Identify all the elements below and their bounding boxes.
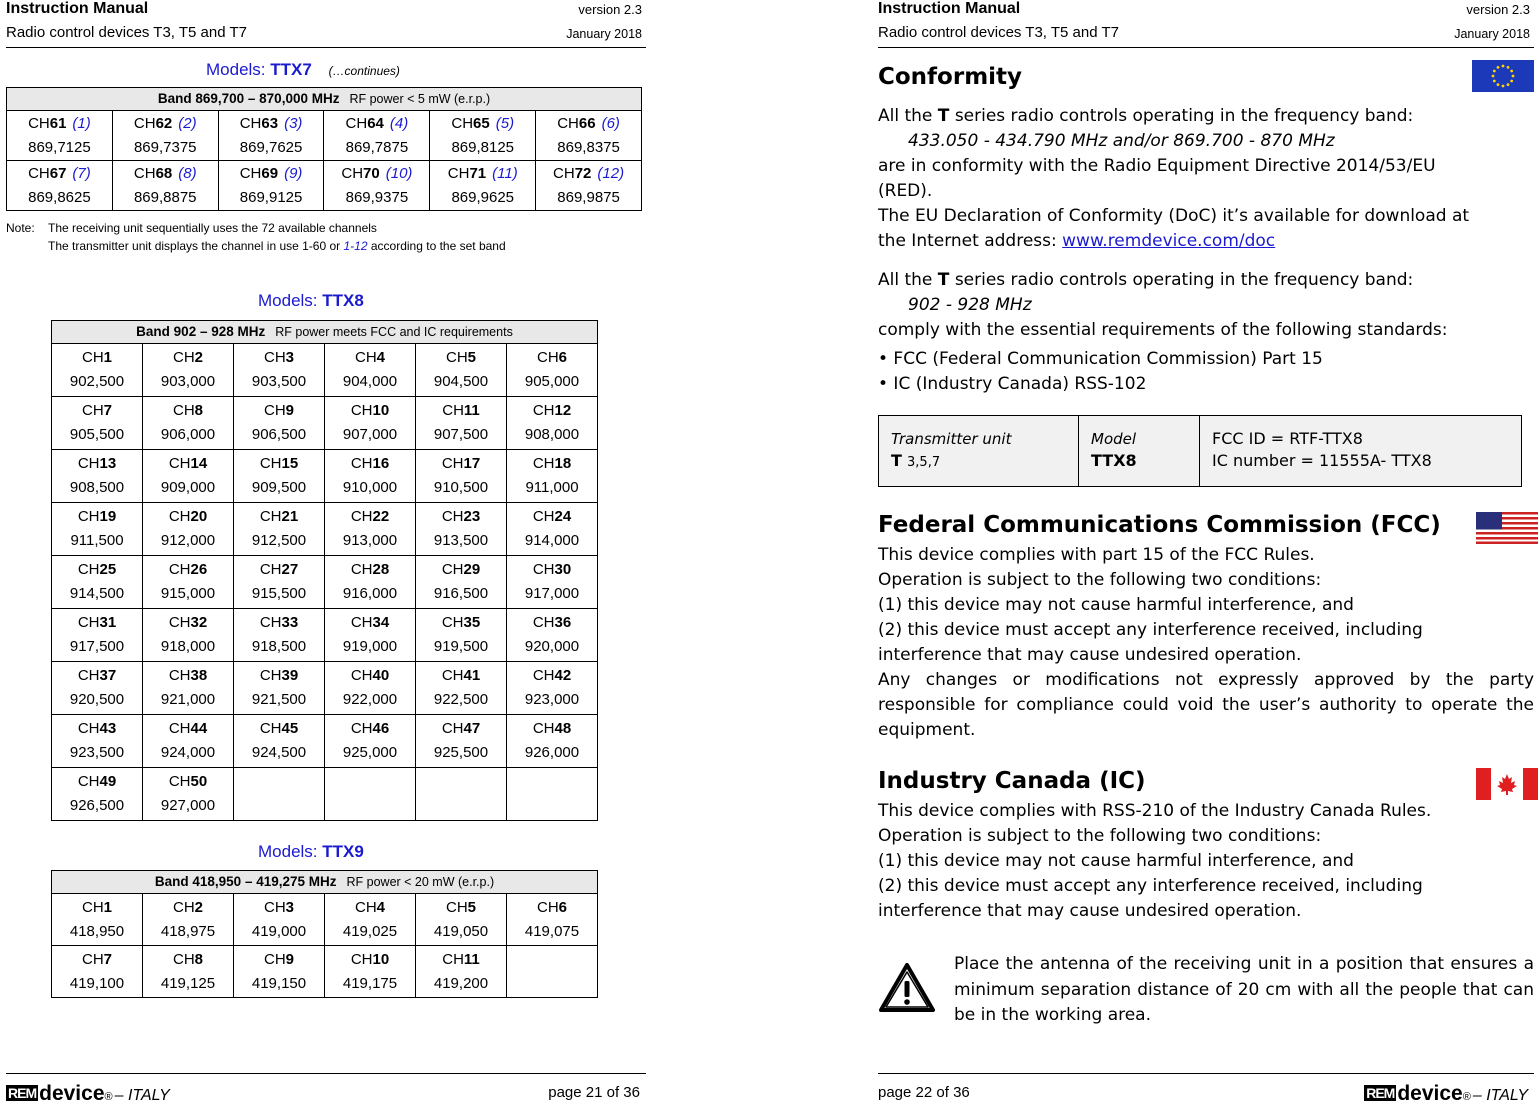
channel-cell: CH11 907,500 bbox=[416, 397, 507, 450]
channel-cell: CH66 (6) 869,8375 bbox=[536, 111, 642, 161]
channel-cell: CH14 909,000 bbox=[143, 450, 234, 503]
eu-star bbox=[1512, 75, 1515, 78]
eu-star bbox=[1510, 80, 1513, 83]
channel-cell: CH43 923,500 bbox=[52, 715, 143, 768]
table-row bbox=[7, 111, 642, 161]
channel-cell: CH39 921,500 bbox=[234, 662, 325, 715]
channel-cell: CH38 921,000 bbox=[143, 662, 234, 715]
channel-cell: CH2 903,000 bbox=[143, 344, 234, 397]
channel-cell: CH2 418,975 bbox=[143, 894, 234, 946]
table-row bbox=[52, 662, 598, 715]
channel-cell: CH12 908,000 bbox=[507, 397, 598, 450]
channel-cell: CH19 911,500 bbox=[52, 503, 143, 556]
channel-cell: CH6 419,075 bbox=[507, 894, 598, 946]
channel-cell: CH21 912,500 bbox=[234, 503, 325, 556]
channel-cell: CH30 917,000 bbox=[507, 556, 598, 609]
standard-item: • IC (Industry Canada) RSS-102 bbox=[878, 374, 1147, 394]
channel-cell: CH36 920,000 bbox=[507, 609, 598, 662]
channel-cell: CH15 909,500 bbox=[234, 450, 325, 503]
channel-cell bbox=[325, 768, 416, 821]
manual-title: Instruction Manual bbox=[6, 0, 149, 17]
channel-cell: CH10 419,175 bbox=[325, 946, 416, 998]
channel-cell: CH29 916,500 bbox=[416, 556, 507, 609]
channel-cell: CH4 904,000 bbox=[325, 344, 416, 397]
channel-cell: CH70 (10) 869,9375 bbox=[324, 161, 430, 211]
right-page bbox=[878, 0, 1534, 1109]
channel-cell: CH6 905,000 bbox=[507, 344, 598, 397]
channel-cell: CH17 910,500 bbox=[416, 450, 507, 503]
table-row bbox=[52, 946, 598, 998]
channel-cell: CH41 922,500 bbox=[416, 662, 507, 715]
standards-list bbox=[878, 347, 1534, 397]
channel-cell: CH22 913,000 bbox=[325, 503, 416, 556]
model-cell: Model TTX8 bbox=[1079, 416, 1200, 487]
channel-cell: CH1 418,950 bbox=[52, 894, 143, 946]
table-row bbox=[52, 344, 598, 397]
fcc-line: (1) this device may not cause harmful interference, and bbox=[878, 595, 1354, 615]
channel-cell: CH26 915,000 bbox=[143, 556, 234, 609]
table-row bbox=[52, 556, 598, 609]
channel-cell: CH23 913,500 bbox=[416, 503, 507, 556]
date: January 2018 bbox=[1454, 27, 1530, 41]
fcc-line: interference that may cause undesired operation. bbox=[878, 645, 1302, 665]
version: version 2.3 bbox=[578, 2, 642, 17]
channel-cell: CH69 (9) 869,9125 bbox=[218, 161, 324, 211]
eu-star bbox=[1493, 70, 1496, 73]
channel-cell: CH7 419,100 bbox=[52, 946, 143, 998]
channel-cell: CH25 914,500 bbox=[52, 556, 143, 609]
eu-flag-icon bbox=[1472, 60, 1534, 92]
channel-cell: CH50 927,000 bbox=[143, 768, 234, 821]
conformity-heading: Conformity bbox=[878, 64, 1023, 90]
channel-cell: CH34 919,000 bbox=[325, 609, 416, 662]
manual-subtitle: Radio control devices T3, T5 and T7 bbox=[878, 24, 1119, 41]
right-page-header bbox=[878, 0, 1534, 48]
canada-flag-icon bbox=[1476, 768, 1538, 800]
channel-cell: CH45 924,500 bbox=[234, 715, 325, 768]
ttx7-channel-table bbox=[6, 87, 642, 211]
left-page bbox=[6, 0, 646, 1109]
fcc-line: This device complies with part 15 of the FCC Rules. bbox=[878, 545, 1315, 565]
conformity-paragraph-1: All the T series radio controls operating in the frequency band: 433.050 - 434.790 MHz and/or 869.700 - 870 MHz are in conformity with the Radio Equipment Directive 2014/53/EU (RED). The EU Declaration of Conformity (DoC) it’s available for download at the Internet address: www.remdevice.com/doc bbox=[878, 106, 1470, 251]
channel-cell: CH32 918,000 bbox=[143, 609, 234, 662]
channel-cell: CH68 (8) 869,8875 bbox=[112, 161, 218, 211]
fcc-line: Operation is subject to the following two conditions: bbox=[878, 570, 1322, 590]
channel-note: Note: The receiving unit sequentially uses the 72 available channels The transmitter unit displays the channel in use 1-60 or 1-12 according to the set band bbox=[6, 221, 506, 253]
left-page-header bbox=[6, 0, 646, 48]
channel-cell: CH47 925,500 bbox=[416, 715, 507, 768]
channel-cell: CH8 906,000 bbox=[143, 397, 234, 450]
transmitter-unit-cell: Transmitter unit T 3,5,7 bbox=[879, 416, 1079, 487]
ttx9-models-title: Models: TTX9 bbox=[258, 842, 364, 861]
eu-star bbox=[1497, 66, 1500, 69]
date: January 2018 bbox=[566, 27, 642, 41]
fcc-line: (2) this device must accept any interference received, including bbox=[878, 620, 1423, 640]
manual-subtitle: Radio control devices T3, T5 and T7 bbox=[6, 24, 247, 41]
ic-line: (2) this device must accept any interference received, including bbox=[878, 876, 1423, 896]
eu-star bbox=[1507, 66, 1510, 69]
standard-item: • FCC (Federal Communication Commission) Part 15 bbox=[878, 349, 1323, 369]
channel-cell: CH27 915,500 bbox=[234, 556, 325, 609]
fcc-changes-paragraph: Any changes or modifications not expressly approved by the party responsible for compliance could void the user’s authority to operate the equipment. bbox=[878, 670, 1534, 740]
channel-cell bbox=[416, 768, 507, 821]
channel-cell: CH72 (12) 869,9875 bbox=[536, 161, 642, 211]
us-flag-icon bbox=[1476, 512, 1538, 544]
channel-cell: CH44 924,000 bbox=[143, 715, 234, 768]
table-row bbox=[52, 450, 598, 503]
ttx7-models-title: Models: TTX7 (…continues) bbox=[206, 60, 400, 79]
channel-cell: CH42 923,000 bbox=[507, 662, 598, 715]
table-row bbox=[52, 609, 598, 662]
antenna-warning-text: Place the antenna of the receiving unit in a position that ensures a minimum separation distance of 20 cm with all the people that can be in the working area. bbox=[954, 954, 1534, 1025]
left-page-footer bbox=[6, 1073, 646, 1109]
ic-line: Operation is subject to the following two conditions: bbox=[878, 826, 1322, 846]
channel-cell: CH1 902,500 bbox=[52, 344, 143, 397]
channel-cell: CH13 908,500 bbox=[52, 450, 143, 503]
table-row bbox=[7, 161, 642, 211]
fcc-ic-cell: FCC ID = RTF-TTX8 IC number = 11555A- TTX8 bbox=[1200, 416, 1522, 487]
channel-cell: CH37 920,500 bbox=[52, 662, 143, 715]
remdevice-logo: REM device ® – ITALY bbox=[1366, 1082, 1528, 1105]
channel-cell: CH40 922,000 bbox=[325, 662, 416, 715]
ic-line: interference that may cause undesired operation. bbox=[878, 901, 1302, 921]
ttx8-band-header: Band 902 – 928 MHz RF power meets FCC and IC requirements bbox=[52, 321, 598, 344]
channel-cell: CH65 (5) 869,8125 bbox=[430, 111, 536, 161]
ttx9-channel-table bbox=[51, 870, 598, 998]
remdevice-logo: REM device ® – ITALY bbox=[8, 1082, 170, 1105]
ttx9-band-header: Band 418,950 – 419,275 MHz RF power < 20 mW (e.r.p.) bbox=[52, 871, 598, 894]
version: version 2.3 bbox=[1466, 2, 1530, 17]
eu-star bbox=[1502, 85, 1505, 88]
eu-star bbox=[1492, 75, 1495, 78]
channel-cell: CH20 912,000 bbox=[143, 503, 234, 556]
channel-cell: CH4 419,025 bbox=[325, 894, 416, 946]
channel-cell: CH63 (3) 869,7625 bbox=[218, 111, 324, 161]
ttx8-models-title: Models: TTX8 bbox=[258, 291, 364, 310]
channel-cell: CH11 419,200 bbox=[416, 946, 507, 998]
doc-download-link[interactable]: www.remdevice.com/doc bbox=[1062, 231, 1276, 251]
right-page-footer bbox=[878, 1073, 1534, 1109]
channel-cell: CH48 926,000 bbox=[507, 715, 598, 768]
channel-cell: CH9 906,500 bbox=[234, 397, 325, 450]
table-row bbox=[52, 503, 598, 556]
channel-cell: CH5 419,050 bbox=[416, 894, 507, 946]
channel-cell: CH46 925,000 bbox=[325, 715, 416, 768]
ttx7-band-header: Band 869,700 – 870,000 MHz RF power < 5 mW (e.r.p.) bbox=[7, 88, 642, 111]
table-row bbox=[52, 397, 598, 450]
channel-cell: CH5 904,500 bbox=[416, 344, 507, 397]
channel-cell: CH64 (4) 869,7875 bbox=[324, 111, 430, 161]
table-row bbox=[52, 894, 598, 946]
ic-line: (1) this device may not cause harmful interference, and bbox=[878, 851, 1354, 871]
channel-cell: CH10 907,000 bbox=[325, 397, 416, 450]
fcc-id-table bbox=[878, 415, 1522, 487]
ttx8-channel-table bbox=[51, 320, 598, 821]
channel-cell: CH62 (2) 869,7375 bbox=[112, 111, 218, 161]
channel-cell: CH35 919,500 bbox=[416, 609, 507, 662]
channel-cell bbox=[234, 768, 325, 821]
channel-cell: CH8 419,125 bbox=[143, 946, 234, 998]
channel-cell: CH16 910,000 bbox=[325, 450, 416, 503]
ic-heading: Industry Canada (IC) bbox=[878, 768, 1146, 794]
channel-cell: CH18 911,000 bbox=[507, 450, 598, 503]
channel-cell: CH49 926,500 bbox=[52, 768, 143, 821]
channel-cell: CH3 419,000 bbox=[234, 894, 325, 946]
eu-star bbox=[1502, 65, 1505, 68]
eu-star bbox=[1493, 80, 1496, 83]
eu-star bbox=[1507, 83, 1510, 86]
fcc-text bbox=[878, 543, 1534, 743]
ic-line: This device complies with RSS-210 of the Industry Canada Rules. bbox=[878, 801, 1432, 821]
channel-cell: CH67 (7) 869,8625 bbox=[7, 161, 113, 211]
channel-cell: CH9 419,150 bbox=[234, 946, 325, 998]
page-number: page 21 of 36 bbox=[548, 1084, 640, 1101]
channel-cell: CH3 903,500 bbox=[234, 344, 325, 397]
table-row bbox=[52, 715, 598, 768]
channel-cell: CH24 914,000 bbox=[507, 503, 598, 556]
channel-cell: CH31 917,500 bbox=[52, 609, 143, 662]
warning-icon bbox=[878, 962, 936, 1014]
eu-star bbox=[1510, 70, 1513, 73]
channel-cell bbox=[507, 946, 598, 998]
channel-cell: CH28 916,000 bbox=[325, 556, 416, 609]
channel-cell bbox=[507, 768, 598, 821]
channel-cell: CH7 905,500 bbox=[52, 397, 143, 450]
table-row bbox=[52, 768, 598, 821]
channel-cell: CH71 (11) 869,9625 bbox=[430, 161, 536, 211]
manual-title: Instruction Manual bbox=[878, 0, 1021, 17]
channel-cell: CH33 918,500 bbox=[234, 609, 325, 662]
page-number: page 22 of 36 bbox=[878, 1084, 970, 1101]
ic-text bbox=[878, 799, 1534, 924]
eu-star bbox=[1497, 83, 1500, 86]
channel-cell: CH61 (1) 869,7125 bbox=[7, 111, 113, 161]
conformity-paragraph-2: All the T series radio controls operating in the frequency band: 902 - 928 MHz comply with the essential requirements of the following standards: • FCC (Federal Communication Commission) Part 15 • IC (Industry Canada) RSS-102 bbox=[878, 268, 1534, 397]
fcc-heading: Federal Communications Commission (FCC) bbox=[878, 512, 1441, 538]
